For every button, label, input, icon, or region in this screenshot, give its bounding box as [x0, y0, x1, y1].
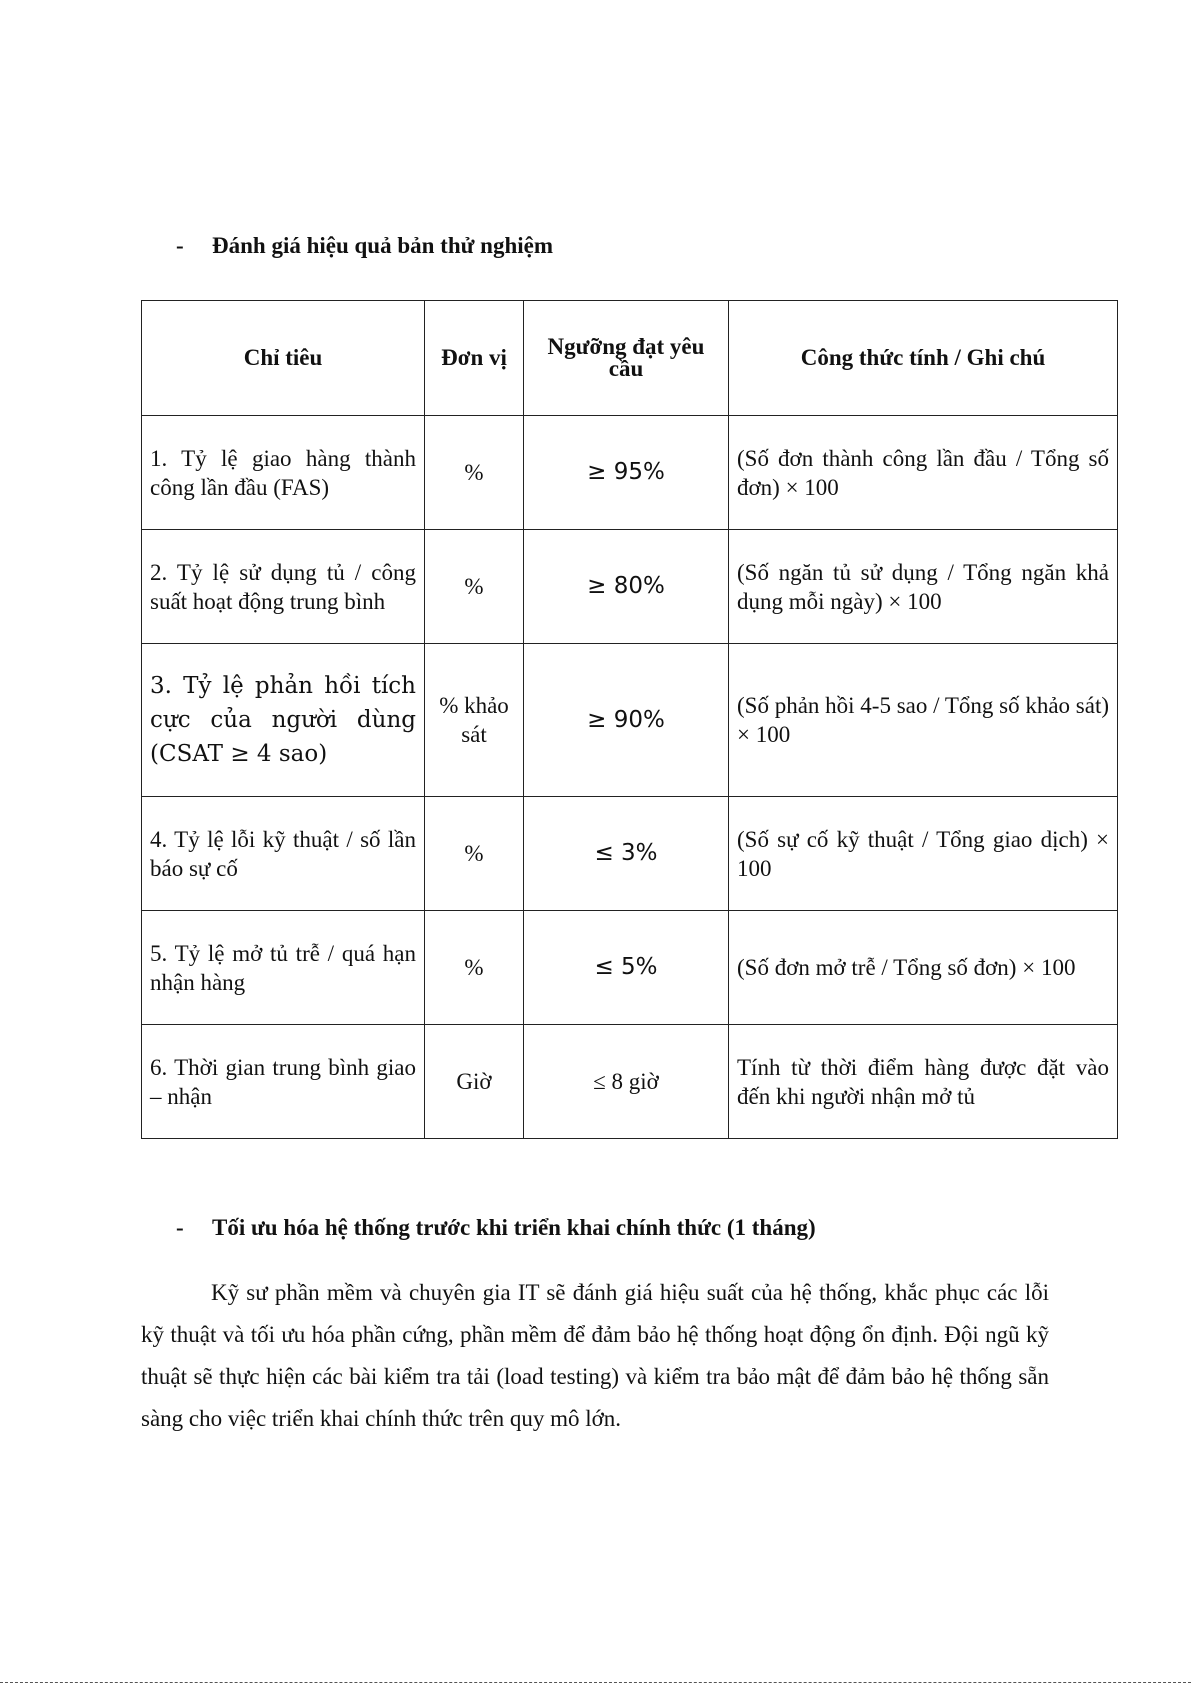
bullet-dash: -: [176, 1215, 184, 1240]
metric-cell: 2. Tỷ lệ sử dụng tủ / công suất hoạt động trung bình: [142, 530, 425, 644]
note-cell: (Số phản hồi 4-5 sao / Tổng số khảo sát) × 100: [729, 644, 1118, 797]
body-paragraph: Kỹ sư phần mềm và chuyên gia IT sẽ đánh giá hiệu suất của hệ thống, khắc phục các lỗi kỹ thuật và tối ưu hóa phần cứng, phần mềm để đảm bảo hệ thống hoạt động ổn định. Đội ngũ kỹ thuật sẽ thực hiện các bài kiểm tra tải (load testing) và kiểm tra bảo mật để đảm bảo hệ thống sẵn sàng cho việc triển khai chính thức trên quy mô lớn.: [141, 1280, 1049, 1431]
section-title: Đánh giá hiệu quả bản thử nghiệm: [212, 233, 554, 258]
section-title: Tối ưu hóa hệ thống trước khi triển khai chính thức (1 tháng): [212, 1215, 816, 1240]
note-cell: (Số sự cố kỹ thuật / Tổng giao dịch) × 100: [729, 797, 1118, 911]
note-cell: Tính từ thời điểm hàng được đặt vào đến khi người nhận mở tủ: [729, 1025, 1118, 1139]
unit-cell: %: [425, 416, 524, 530]
threshold-cell: ≤ 8 giờ: [524, 1025, 729, 1139]
metric-cell: 6. Thời gian trung bình giao – nhận: [142, 1025, 425, 1139]
unit-cell: %: [425, 530, 524, 644]
note-cell: (Số đơn thành công lần đầu / Tổng số đơn) × 100: [729, 416, 1118, 530]
threshold-cell: ≥ 80%: [524, 530, 729, 644]
threshold-cell: ≤ 5%: [524, 911, 729, 1025]
table-row: [142, 797, 1118, 911]
bullet-dash: -: [176, 233, 184, 258]
metric-cell: 5. Tỷ lệ mở tủ trễ / quá hạn nhận hàng: [142, 911, 425, 1025]
unit-cell: %: [425, 911, 524, 1025]
header-metric: Chỉ tiêu: [142, 301, 425, 416]
kpi-table: [141, 300, 1118, 1139]
metric-cell: 4. Tỷ lệ lỗi kỹ thuật / số lần báo sự cố: [142, 797, 425, 911]
unit-text: % khảo sát: [439, 693, 509, 747]
table-header-row: [142, 301, 1118, 416]
page-footer-divider: [0, 1682, 1191, 1684]
note-cell: (Số ngăn tủ sử dụng / Tổng ngăn khả dụng mỗi ngày) × 100: [729, 530, 1118, 644]
header-threshold: Ngưỡng đạt yêu cầu: [524, 301, 729, 416]
table-row: [142, 1025, 1118, 1139]
body-paragraph-container: [141, 1272, 1049, 1440]
table-row: [142, 416, 1118, 530]
threshold-cell: ≤ 3%: [524, 797, 729, 911]
threshold-cell: ≥ 90%: [524, 644, 729, 797]
table-row: [142, 644, 1118, 797]
table-row: [142, 530, 1118, 644]
unit-cell: Giờ: [425, 1025, 524, 1139]
note-cell: (Số đơn mở trễ / Tổng số đơn) × 100: [729, 911, 1118, 1025]
header-unit: Đơn vị: [425, 301, 524, 416]
header-formula-note: Công thức tính / Ghi chú: [729, 301, 1118, 416]
table-row: [142, 911, 1118, 1025]
threshold-cell: ≥ 95%: [524, 416, 729, 530]
unit-cell: %: [425, 797, 524, 911]
metric-cell: 1. Tỷ lệ giao hàng thành công lần đầu (FAS): [142, 416, 425, 530]
metric-cell: 3. Tỷ lệ phản hồi tích cực của người dùng (CSAT ≥ 4 sao): [142, 644, 425, 797]
unit-cell: [425, 644, 524, 797]
